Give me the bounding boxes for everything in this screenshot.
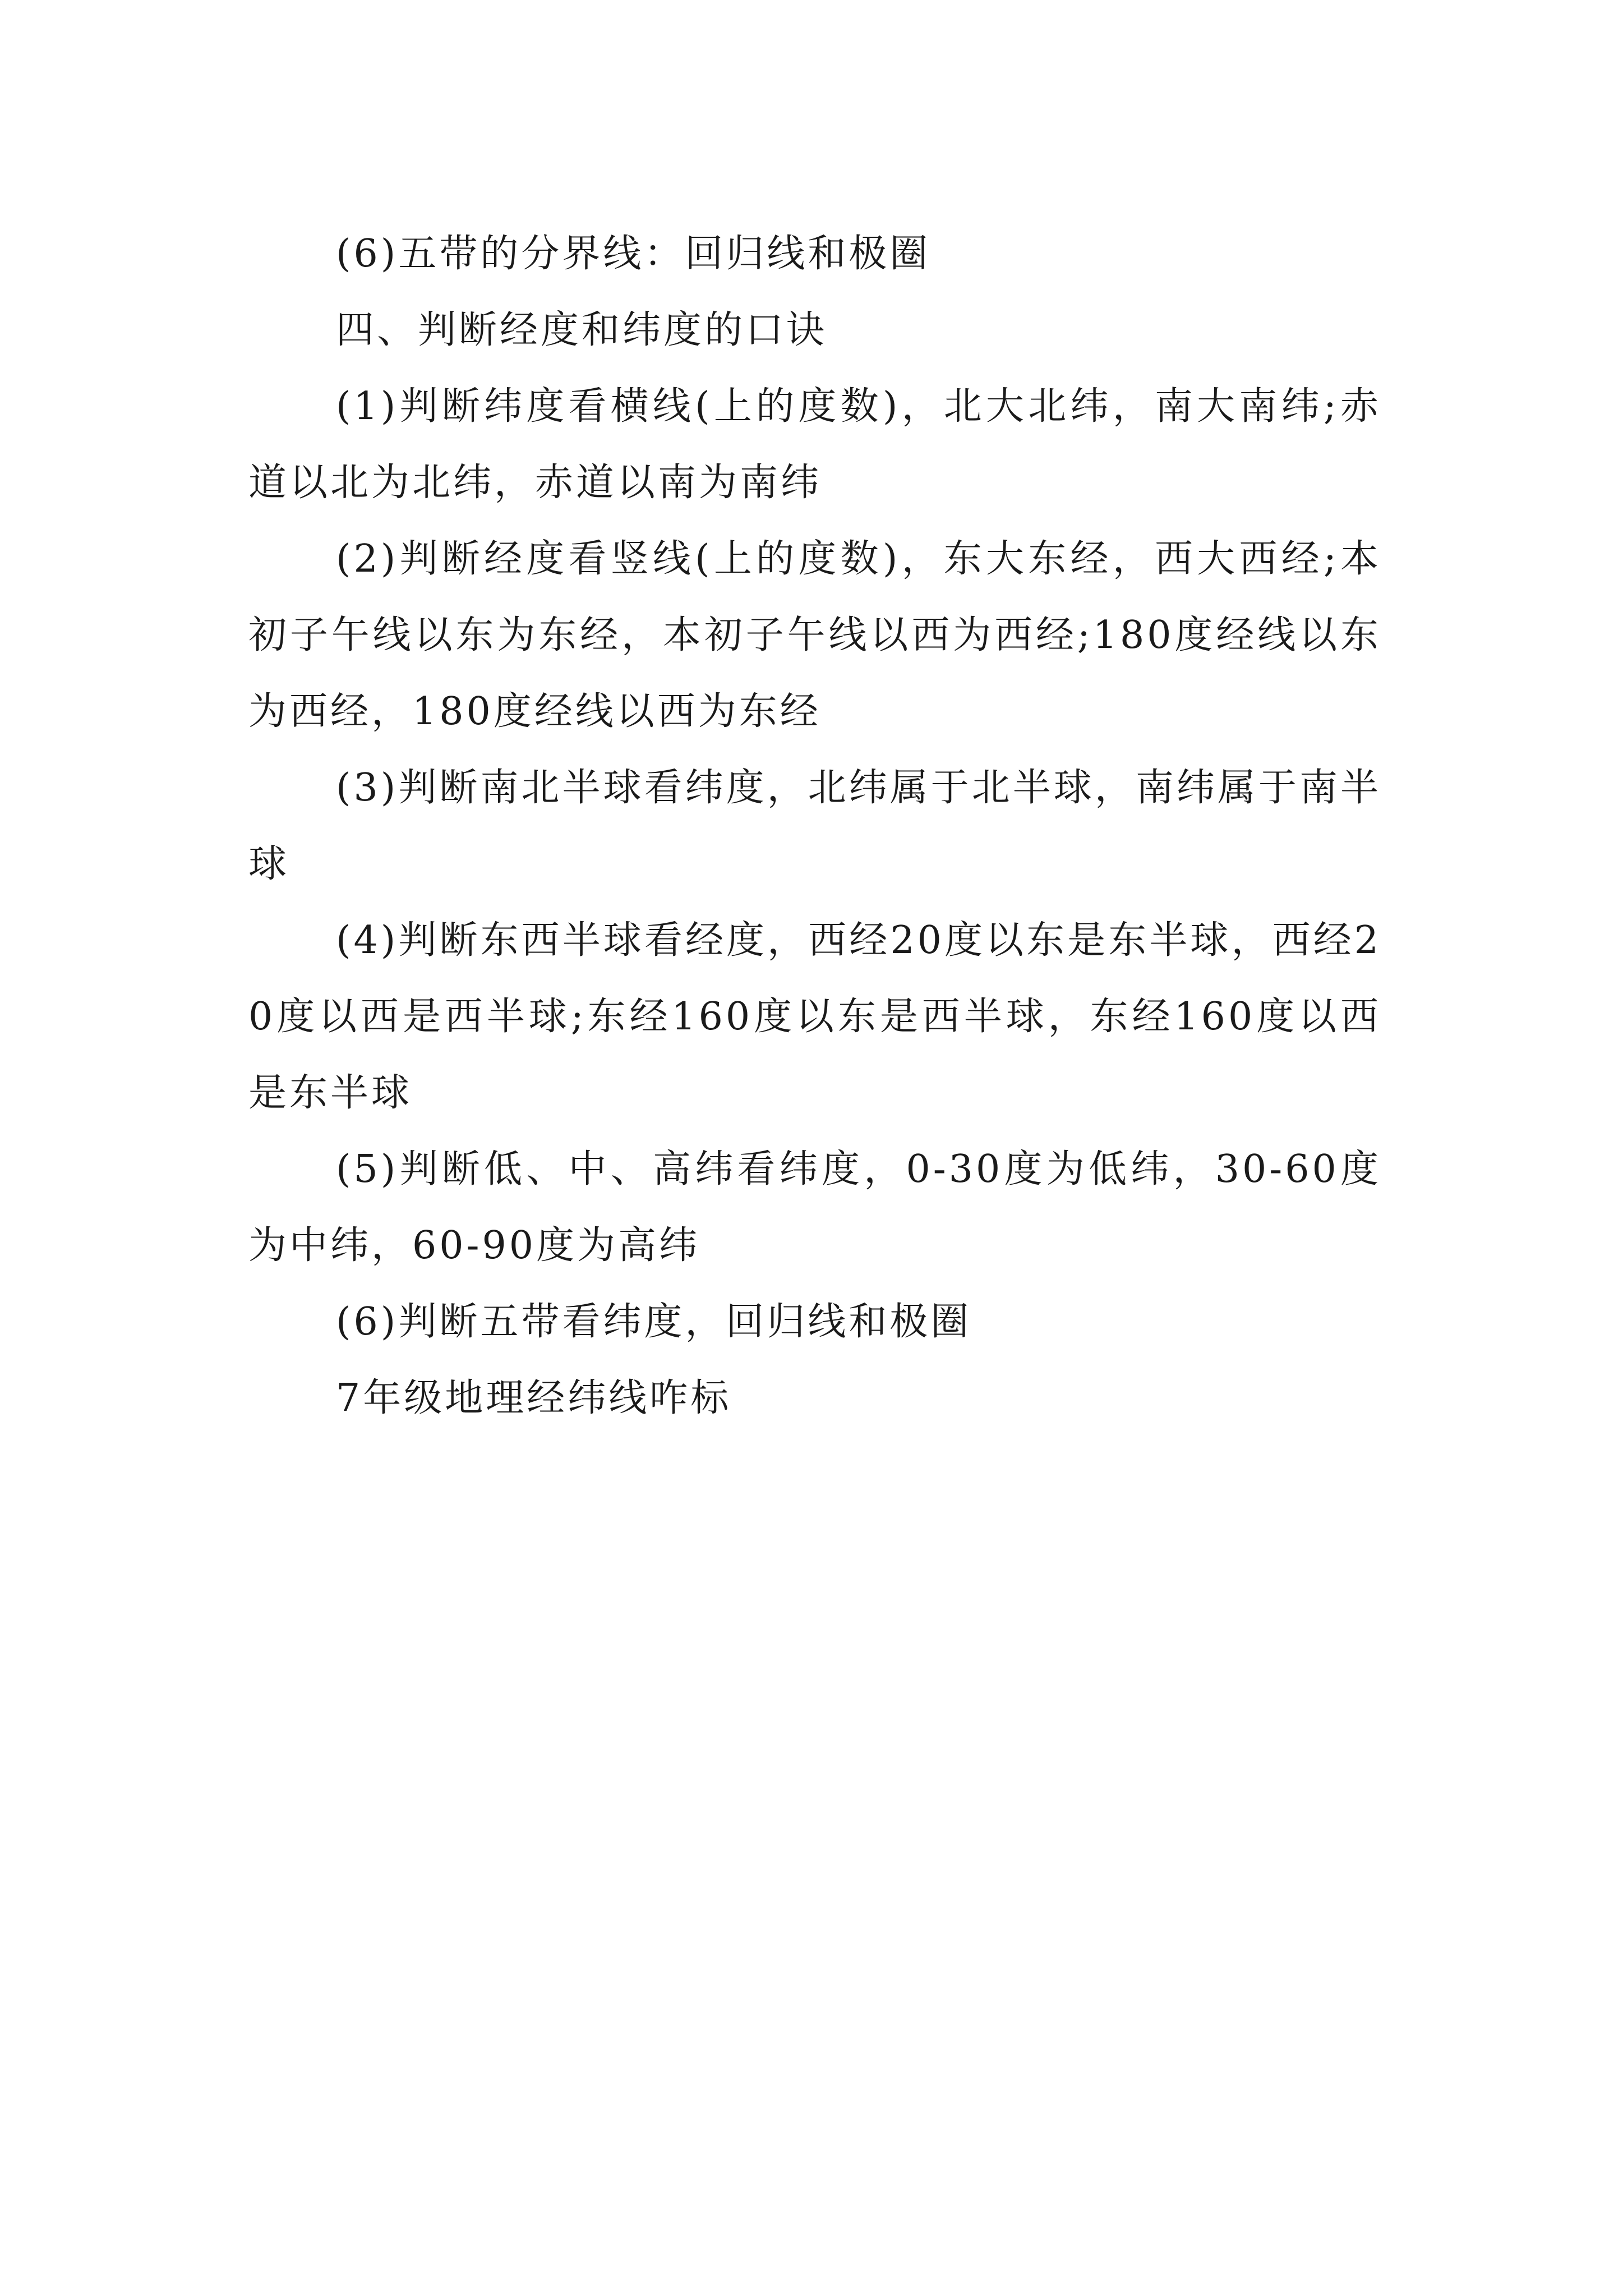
paragraph: (1)判断纬度看横线(上的度数)，北大北纬，南大南纬;赤道以北为北纬，赤道以南为南纬 [248, 384, 1381, 505]
paragraph: 7年级地理经纬线咋标 [336, 1376, 732, 1420]
paragraph: (4)判断东西半球看经度，西经20度以东是东半球，西经20度以西是西半球;东经160度以东是西半球，东经160度以西是东半球 [248, 918, 1381, 1115]
paragraph: (5)判断低、中、高纬看纬度，0-30度为低纬，30-60度为中纬，60-90度为高纬 [248, 1147, 1381, 1268]
document-body [248, 216, 1381, 1437]
paragraph: (2)判断经度看竖线(上的度数)，东大东经，西大西经;本初子午线以东为东经，本初子午线以西为西经;180度经线以东为西经，180度经线以西为东经 [248, 537, 1381, 734]
paragraph: (3)判断南北半球看纬度，北纬属于北半球，南纬属于南半球 [248, 766, 1381, 886]
section-heading: 四、判断经度和纬度的口诀 [336, 308, 828, 352]
paragraph: (6)五带的分界线：回归线和极圈 [336, 232, 931, 276]
paragraph: (6)判断五带看纬度，回归线和极圈 [336, 1300, 972, 1344]
